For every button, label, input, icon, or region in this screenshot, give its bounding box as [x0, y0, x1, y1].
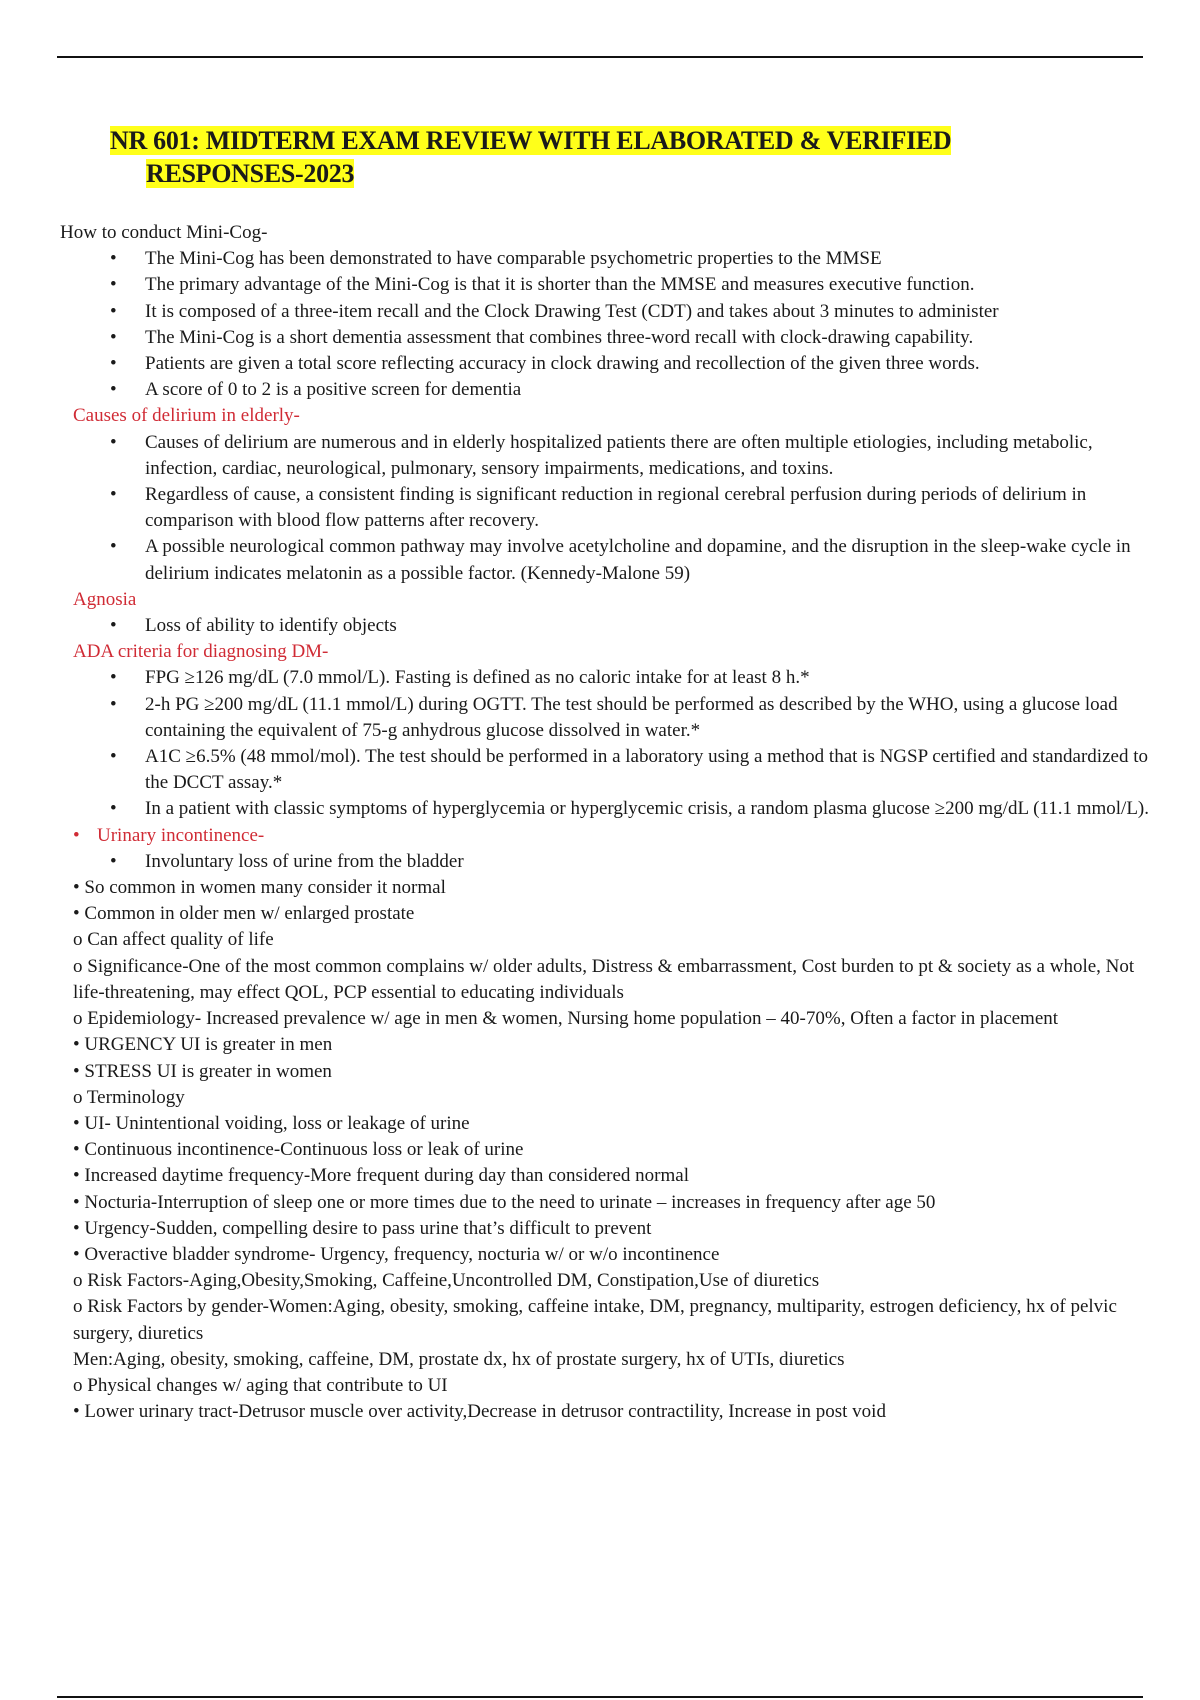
block-text: • Common in older men w/ enlarged prostate — [73, 903, 415, 925]
block-text: • Overactive bladder syndrome- Urgency, frequency, nocturia w/ or w/o incontinence — [73, 1243, 720, 1265]
bullet-item — [0, 796, 1150, 822]
text-line — [0, 1399, 1148, 1425]
section-heading — [0, 823, 1200, 849]
block-text: • So common in women many consider it normal — [73, 877, 446, 899]
block-text: Patients are given a total score reflecting accuracy in clock drawing and recollection of the given three words. — [145, 353, 980, 375]
bullet-icon: • — [110, 326, 117, 348]
text-line — [0, 1059, 1148, 1085]
block-text: A score of 0 to 2 is a positive screen for dementia — [145, 379, 522, 401]
block-text: • UI- Unintentional voiding, loss or leakage of urine — [73, 1112, 470, 1134]
text-line — [0, 875, 1148, 901]
bullet-item — [0, 272, 1150, 298]
block-text: Causes of delirium in elderly- — [73, 405, 300, 427]
bullet-icon: • — [110, 693, 117, 715]
block-text: Agnosia — [73, 588, 137, 610]
bullet-icon: • — [73, 824, 80, 846]
text-line — [0, 1268, 1148, 1294]
block-text: A1C ≥6.5% (48 mmol/mol). The test should be performed in a laboratory using a method that is NGSP certified and standardized to the DCCT assay.* — [145, 746, 1148, 794]
text-line — [0, 1163, 1148, 1189]
text-line — [0, 927, 1148, 953]
block-text: o Risk Factors-Aging,Obesity,Smoking, Caffeine,Uncontrolled DM, Constipation,Use of diuretics — [73, 1270, 820, 1292]
bullet-item — [0, 299, 1150, 325]
bottom-rule — [57, 1696, 1143, 1698]
bullet-icon: • — [110, 431, 117, 453]
block-text: • STRESS UI is greater in women — [73, 1060, 332, 1082]
section-heading — [0, 403, 1200, 429]
bullet-icon: • — [110, 615, 117, 637]
bullet-icon: • — [110, 300, 117, 322]
block-text: In a patient with classic symptoms of hyperglycemia or hyperglycemic crisis, a random plasma glucose ≥200 mg/dL (11.1 mmol/L). — [145, 798, 1150, 820]
block-text: • Nocturia-Interruption of sleep one or more times due to the need to urinate – increases in frequency after age 50 — [73, 1191, 936, 1213]
section-heading — [0, 587, 1200, 613]
block-text: Urinary incontinence- — [97, 824, 265, 846]
top-rule — [57, 56, 1143, 58]
bullet-item — [0, 534, 1150, 586]
bullet-icon: • — [110, 274, 117, 296]
block-text: o Risk Factors by gender-Women:Aging, obesity, smoking, caffeine intake, DM, pregnancy, multiparity, estrogen deficiency, hx of pelvic surgery, diuretics — [73, 1296, 1117, 1344]
block-text: • Continuous incontinence-Continuous loss or leak of urine — [73, 1139, 524, 1161]
bullet-item — [0, 325, 1150, 351]
block-text: FPG ≥126 mg/dL (7.0 mmol/L). Fasting is defined as no caloric intake for at least 8 h.* — [145, 667, 810, 689]
bullet-item — [0, 692, 1150, 744]
block-text: o Epidemiology- Increased prevalence w/ age in men & women, Nursing home population – 40-70%, Often a factor in placement — [73, 1008, 1059, 1030]
block-text: The Mini-Cog is a short dementia assessment that combines three-word recall with clock-drawing capability. — [145, 326, 974, 348]
block-text: o Significance-One of the most common complains w/ older adults, Distress & embarrassment, Cost burden to pt & society as a whole, Not life-threatening, may effect QOL, PCP essential to educating individuals — [73, 955, 1135, 1003]
bullet-item — [0, 482, 1150, 534]
bullet-item — [0, 613, 1150, 639]
block-text: A possible neurological common pathway may involve acetylcholine and dopamine, and the disruption in the sleep-wake cycle in delirium indicates melatonin as a possible factor. (Kennedy-Malone 59) — [145, 536, 1131, 584]
block-text: o Physical changes w/ aging that contribute to UI — [73, 1374, 448, 1396]
text-line — [0, 1242, 1148, 1268]
block-text: • Lower urinary tract-Detrusor muscle over activity,Decrease in detrusor contractility, Increase in post void — [73, 1401, 886, 1423]
title-line-2: RESPONSES-2023 — [146, 159, 355, 188]
block-text: It is composed of a three-item recall and the Clock Drawing Test (CDT) and takes about 3 minutes to administer — [145, 300, 999, 322]
block-text: Regardless of cause, a consistent finding is significant reduction in regional cerebral perfusion during periods of delirium in comparison with blood flow patterns after recovery. — [145, 484, 1087, 532]
text-line — [0, 954, 1148, 1006]
block-text: ADA criteria for diagnosing DM- — [73, 641, 329, 663]
block-text: Involuntary loss of urine from the bladder — [145, 850, 464, 872]
bullet-item — [0, 849, 1150, 875]
text-line — [0, 220, 1150, 246]
block-text: o Can affect quality of life — [73, 929, 274, 951]
bullet-icon: • — [110, 536, 117, 558]
bullet-item — [0, 246, 1150, 272]
text-line — [0, 1006, 1148, 1032]
text-line — [0, 1137, 1148, 1163]
text-line — [0, 1347, 1148, 1373]
block-text: • Urgency-Sudden, compelling desire to pass urine that’s difficult to prevent — [73, 1217, 652, 1239]
block-text: How to conduct Mini-Cog- — [60, 222, 268, 243]
bullet-item — [0, 665, 1150, 691]
block-text: • URGENCY UI is greater in men — [73, 1034, 333, 1056]
block-text: The Mini-Cog has been demonstrated to have comparable psychometric properties to the MMSE — [145, 248, 882, 270]
block-text: Loss of ability to identify objects — [145, 615, 397, 637]
bullet-item — [0, 430, 1150, 482]
text-line — [0, 1373, 1148, 1399]
text-line — [0, 1085, 1148, 1111]
title-line-1: NR 601: MIDTERM EXAM REVIEW WITH ELABORATED & VERIFIED — [110, 126, 952, 155]
bullet-icon: • — [110, 798, 117, 820]
block-text: • Increased daytime frequency-More frequent during day than considered normal — [73, 1165, 689, 1187]
block-text: Causes of delirium are numerous and in elderly hospitalized patients there are often multiple etiologies, including metabolic, infection, cardiac, neurological, pulmonary, sensory impairments, medications, and toxins. — [145, 431, 1093, 479]
bullet-icon: • — [110, 484, 117, 506]
text-line — [0, 1294, 1148, 1346]
bullet-icon: • — [110, 379, 117, 401]
document-title — [110, 124, 1110, 190]
block-text: o Terminology — [73, 1086, 185, 1108]
bullet-item — [0, 744, 1150, 796]
text-line — [0, 1190, 1148, 1216]
bullet-icon: • — [110, 667, 117, 689]
text-line — [0, 901, 1148, 927]
text-line — [0, 1216, 1148, 1242]
text-line — [0, 1032, 1148, 1058]
bullet-item — [0, 351, 1150, 377]
block-text: 2-h PG ≥200 mg/dL (11.1 mmol/L) during OGTT. The test should be performed as described by the WHO, using a glucose load containing the equivalent of 75-g anhydrous glucose dissolved in water.* — [145, 693, 1118, 741]
block-text: Men:Aging, obesity, smoking, caffeine, DM, prostate dx, hx of prostate surgery, hx of UTIs, diuretics — [73, 1348, 845, 1370]
bullet-icon: • — [110, 850, 117, 872]
bullet-icon: • — [110, 746, 117, 768]
block-text: The primary advantage of the Mini-Cog is that it is shorter than the MMSE and measures executive function. — [145, 274, 975, 296]
bullet-icon: • — [110, 248, 117, 270]
text-line — [0, 1111, 1148, 1137]
bullet-icon: • — [110, 353, 117, 375]
section-heading — [0, 639, 1200, 665]
bullet-item — [0, 377, 1150, 403]
document-body — [0, 220, 1200, 1425]
